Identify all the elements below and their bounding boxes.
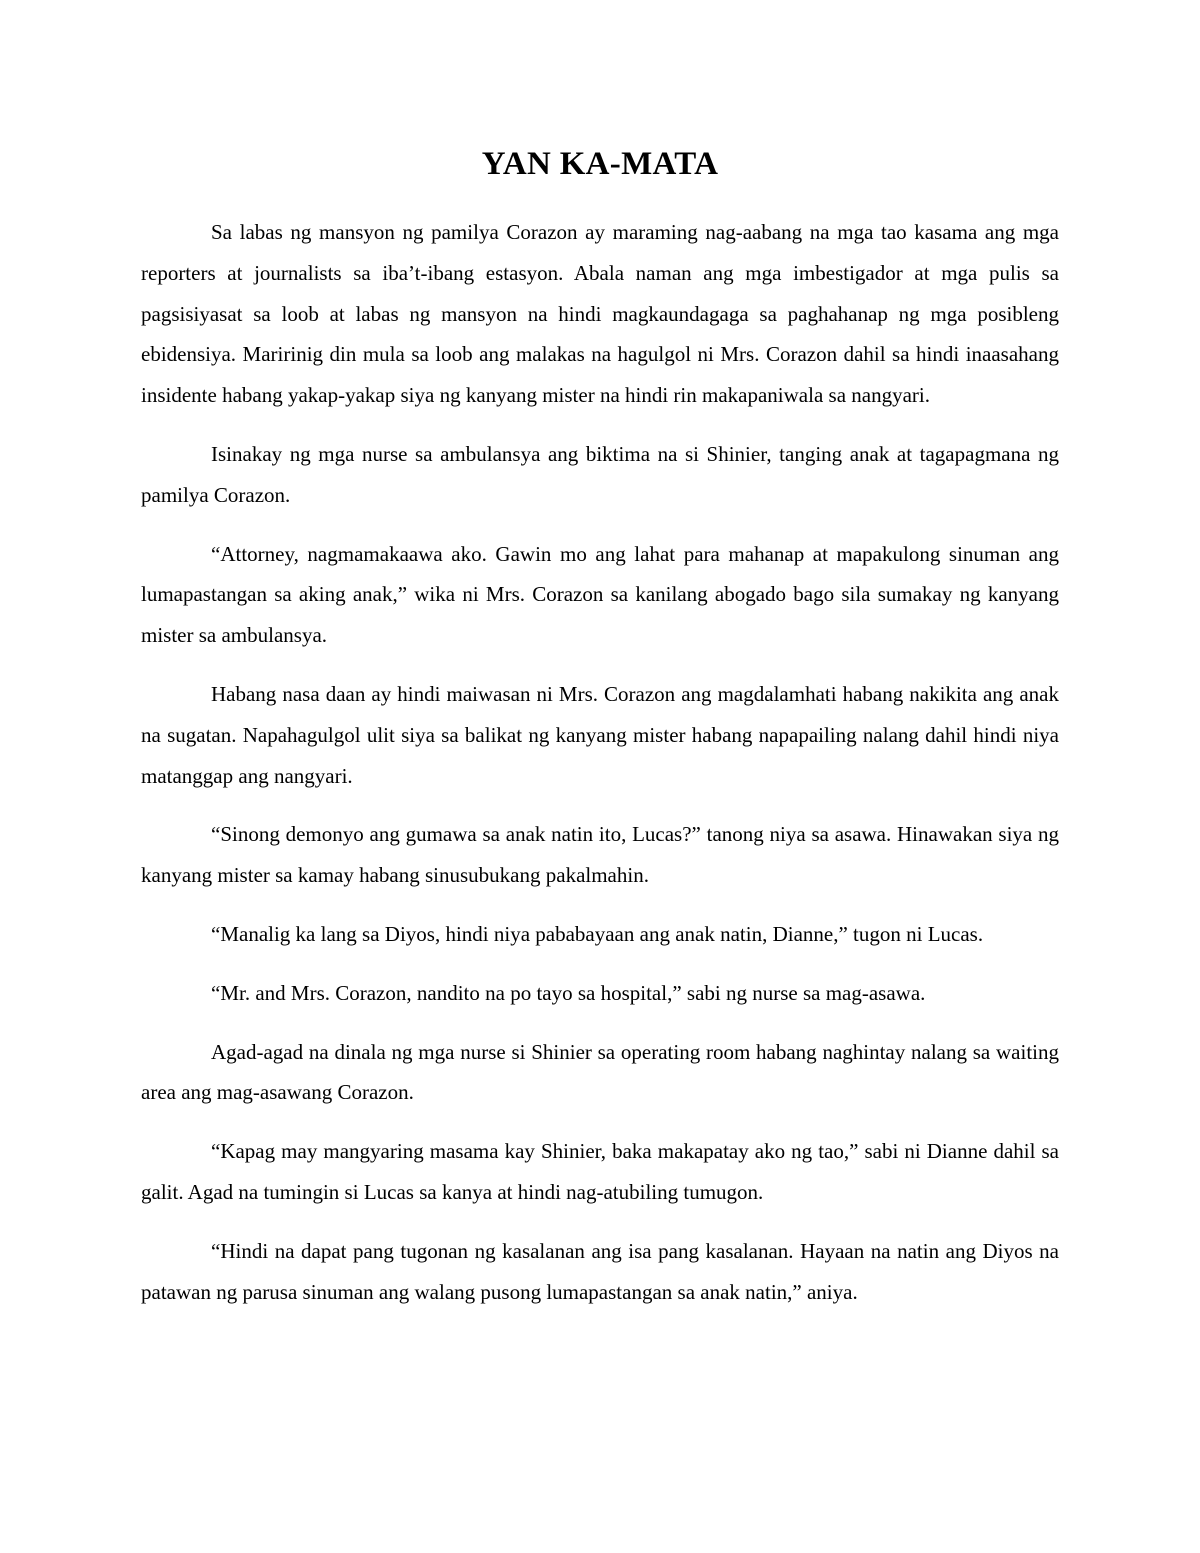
paragraph: “Sinong demonyo ang gumawa sa anak natin ito, Lucas?” tanong niya sa asawa. Hinawakan siya ng kanyang mister sa kamay habang sinusubukang pakalmahin. bbox=[141, 822, 1059, 888]
paragraph: “Kapag may mangyaring masama kay Shinier, baka makapatay ako ng tao,” sabi ni Dianne dahil sa galit. Agad na tumingin si Lucas sa kanya at hindi nag-atubiling tumugon. bbox=[141, 1139, 1059, 1204]
paragraph: Agad-agad na dinala ng mga nurse si Shinier sa operating room habang naghintay nalang sa waiting area ang mag-asawang Corazon. bbox=[141, 1039, 1059, 1105]
paragraph: “Hindi na dapat pang tugonan ng kasalanan ang isa pang kasalanan. Hayaan na natin ang Diyos na patawan ng parusa sinuman ang walang pusong lumapastangan sa anak natin,” aniya. bbox=[141, 1238, 1059, 1304]
paragraph: “Mr. and Mrs. Corazon, nandito na po tayo sa hospital,” sabi ng nurse sa mag-asawa. bbox=[211, 980, 926, 1005]
document-title: YAN KA-MATA bbox=[481, 146, 719, 182]
paragraph: Sa labas ng mansyon ng pamilya Corazon ay maraming nag-aabang na mga tao kasama ang mga reporters at journalists sa iba’t-ibang estasyon. Abala naman ang mga imbestigador at mga pulis sa pagsisiyasat sa loob at labas ng mansyon na hindi magkaundagaga sa paghahanap ng mga posibleng ebidensiya. Maririnig din mula sa loob ang malakas na hagulgol ni Mrs. Corazon dahil sa hindi inaasahang insidente habang yakap-yakap siya ng kanyang mister na hindi rin makapaniwala sa nangyari. bbox=[141, 220, 1059, 408]
paragraph: Isinakay ng mga nurse sa ambulansya ang biktima na si Shinier, tanging anak at tagapagmana ng pamilya Corazon. bbox=[141, 441, 1059, 507]
paragraph: “Manalig ka lang sa Diyos, hindi niya pababayaan ang anak natin, Dianne,” tugon ni Lucas. bbox=[211, 921, 984, 946]
paragraph: Habang nasa daan ay hindi maiwasan ni Mrs. Corazon ang magdalamhati habang nakikita ang anak na sugatan. Napahagulgol ulit siya sa balikat ng kanyang mister habang napapailing nalang dahil hindi niya matanggap ang nangyari. bbox=[141, 681, 1059, 788]
document-body bbox=[141, 138, 1059, 1312]
paragraph: “Attorney, nagmamakaawa ako. Gawin mo ang lahat para mahanap at mapakulong sinuman ang lumapastangan sa aking anak,” wika ni Mrs. Corazon sa kanilang abogado bago sila sumakay ng kanyang mister sa ambulansya. bbox=[141, 541, 1059, 648]
